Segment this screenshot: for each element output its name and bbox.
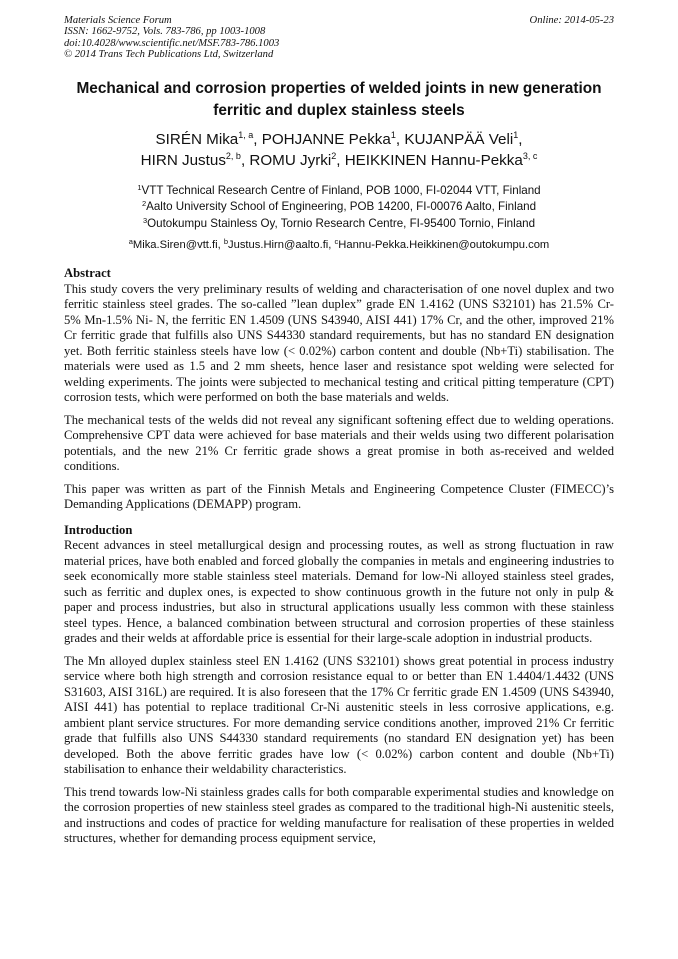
affiliation-sup: 2 [141, 199, 147, 209]
author-separator: , [336, 151, 345, 169]
author-sup: 3, c [522, 150, 538, 161]
introduction-paragraph: The Mn alloyed duplex stainless steel EN 1.4162 (UNS S32101) shows great potential in process industry service where both high strength and corrosion resistance equal to or better than EN 1.4404/1.4432 (UNS S31603, AISI 316L) are required. It is also foreseen that the 17% Cr ferritic grade EN 1.4509 (UNS S43940, AISI 441) has potential to replace traditional Cr-Ni austenitic steels in less corrosive applications, e.g. ambient plant service structures. For more demanding service conditions another, improved 21% Cr ferritic grade that fulfills also UNS S44330 standard requirements (no standard EN designation yet) has been developed. Both the above ferritic grades have low (< 0.02%) carbon content and double (Nb+Ti) stabilisation to enhance their weldability characteristics. [64, 653, 614, 776]
affiliation [40, 199, 638, 215]
journal-doi: doi:10.4028/www.scientific.net/MSF.783-786.1003 [64, 37, 280, 49]
affiliation [40, 216, 638, 232]
abstract-paragraph: This study covers the very preliminary results of welding and characterisation of one novel duplex and two ferritic stainless steel grades. The so-called ”lean duplex” grade EN 1.4162 (UNS S32101) has 21.5% Cr- 5% Mn-1.5% Ni- N, the ferritic EN 1.4509 (UNS S43940, AISI 441) 17% Cr, and the other, improved 21% Cr ferritic grade that fulfills also UNS S44330 standard requirements, but has no standard EN designation yet. Both ferritic stainless steels have low (< 0.02%) carbon content and double (Nb+Ti) stabilisation. The materials were used as 1.5 and 2 mm sheets, hence laser and resistance spot welding were selected for welding experiments. The joints were subjected to mechanical testing and critical pitting temperature (CPT) corrosion tests, which were performed on both the base materials and welds. [64, 281, 614, 404]
paper-title [50, 78, 628, 121]
author-name: KUJANPÄÄ Veli [404, 131, 514, 148]
author-line [40, 130, 638, 151]
author-sup: 1 [513, 130, 519, 140]
email-link[interactable]: Justus.Hirn@aalto.fi, [228, 239, 335, 251]
affiliation-text: Aalto University School of Engineering, POB 14200, FI-00076 Aalto, Finland [146, 200, 537, 214]
affiliation-text: Outokumpu Stainless Oy, Tornio Research Centre, FI-95400 Tornio, Finland [147, 216, 536, 230]
email-list [40, 238, 638, 252]
affiliation-text: VTT Technical Research Centre of Finland, POB 1000, FI-02044 VTT, Finland [141, 184, 541, 197]
author-sup: 2, b [225, 150, 241, 161]
affiliation [40, 183, 638, 199]
author-name: HIRN Justus [140, 151, 226, 169]
author-name: ROMU Jyrki [249, 151, 332, 169]
journal-header [64, 15, 614, 61]
author-sup: 1 [390, 130, 396, 140]
journal-name: Materials Science Forum [64, 15, 172, 26]
author-name: HEIKKINEN Hannu-Pekka [344, 151, 523, 169]
author-sup: 2 [331, 150, 337, 161]
affiliation-sup: 1 [137, 183, 142, 192]
paper-title-line: Mechanical and corrosion properties of welded joints in new generation [76, 80, 602, 97]
email-sup: c [334, 237, 339, 246]
author-separator: , [395, 131, 405, 148]
paper-body [64, 266, 614, 854]
journal-issn: ISSN: 1662-9752, Vols. 783-786, pp 1003-1008 [64, 26, 266, 38]
introduction-paragraph: Recent advances in steel metallurgical design and processing routes, as well as strong fluctuation in raw material prices, have both enabled and forced globally the companies in metals and engineering industries to seek economically more stable stainless steel materials. Demand for low-Ni alloyed stainless steel grades, such as ferritic and duplex ones, is expected to show continuous growth in the future not only in pulp & paper and process industries, but also in structural applications usually less common with these stainless steel types. Hence, a balanced combination between structural and corrosion properties of these stainless grades and their welds at affordable price is essential for their large-scale adoption in industrial products. [64, 538, 614, 645]
author-sup: 1, a [238, 130, 254, 140]
abstract-paragraph: The mechanical tests of the welds did not reveal any significant softening effect due to welding operations. Comprehensive CPT data were achieved for base materials and their welds using two different polarisation potentials, and the new 21% Cr ferritic grade shows a great promise in both as-received and welded conditions. [64, 412, 614, 473]
email-link[interactable]: Mika.Siren@vtt.fi, [132, 239, 224, 251]
journal-copyright: © 2014 Trans Tech Publications Ltd, Switzerland [64, 49, 274, 61]
author-name: POHJANNE Pekka [261, 131, 391, 148]
email-sup: a [128, 237, 133, 246]
email-link[interactable]: Hannu-Pekka.Heikkinen@outokumpu.com [338, 239, 550, 251]
email-sup: b [223, 237, 229, 246]
abstract-heading: Abstract [64, 266, 111, 280]
online-date: Online: 2014-05-23 [529, 15, 614, 26]
author-list [40, 130, 638, 171]
paper-title-line: ferritic and duplex stainless steels [213, 101, 465, 119]
introduction-heading: Introduction [64, 522, 133, 537]
author-name: SIRÉN Mika [155, 131, 239, 148]
affiliation-list [40, 183, 638, 232]
introduction-paragraph: This trend towards low-Ni stainless grades calls for both comparable experimental studies and knowledge on the corrosion properties of new stainless steel grades as compared to the traditional high-Ni austenitic steels, and instructions and codes of practice for welding manufacture for realisation of these properties in welded structures, whether for demanding process equipment service, [64, 784, 614, 845]
author-separator: , [518, 131, 523, 148]
author-line [40, 151, 638, 172]
abstract-paragraph: This paper was written as part of the Finnish Metals and Engineering Competence Cluster (FIMECC)’s Demanding Applications (DEMAPP) program. [64, 481, 614, 511]
author-separator: , [240, 151, 250, 169]
affiliation-sup: 3 [142, 215, 148, 225]
author-separator: , [253, 131, 262, 148]
